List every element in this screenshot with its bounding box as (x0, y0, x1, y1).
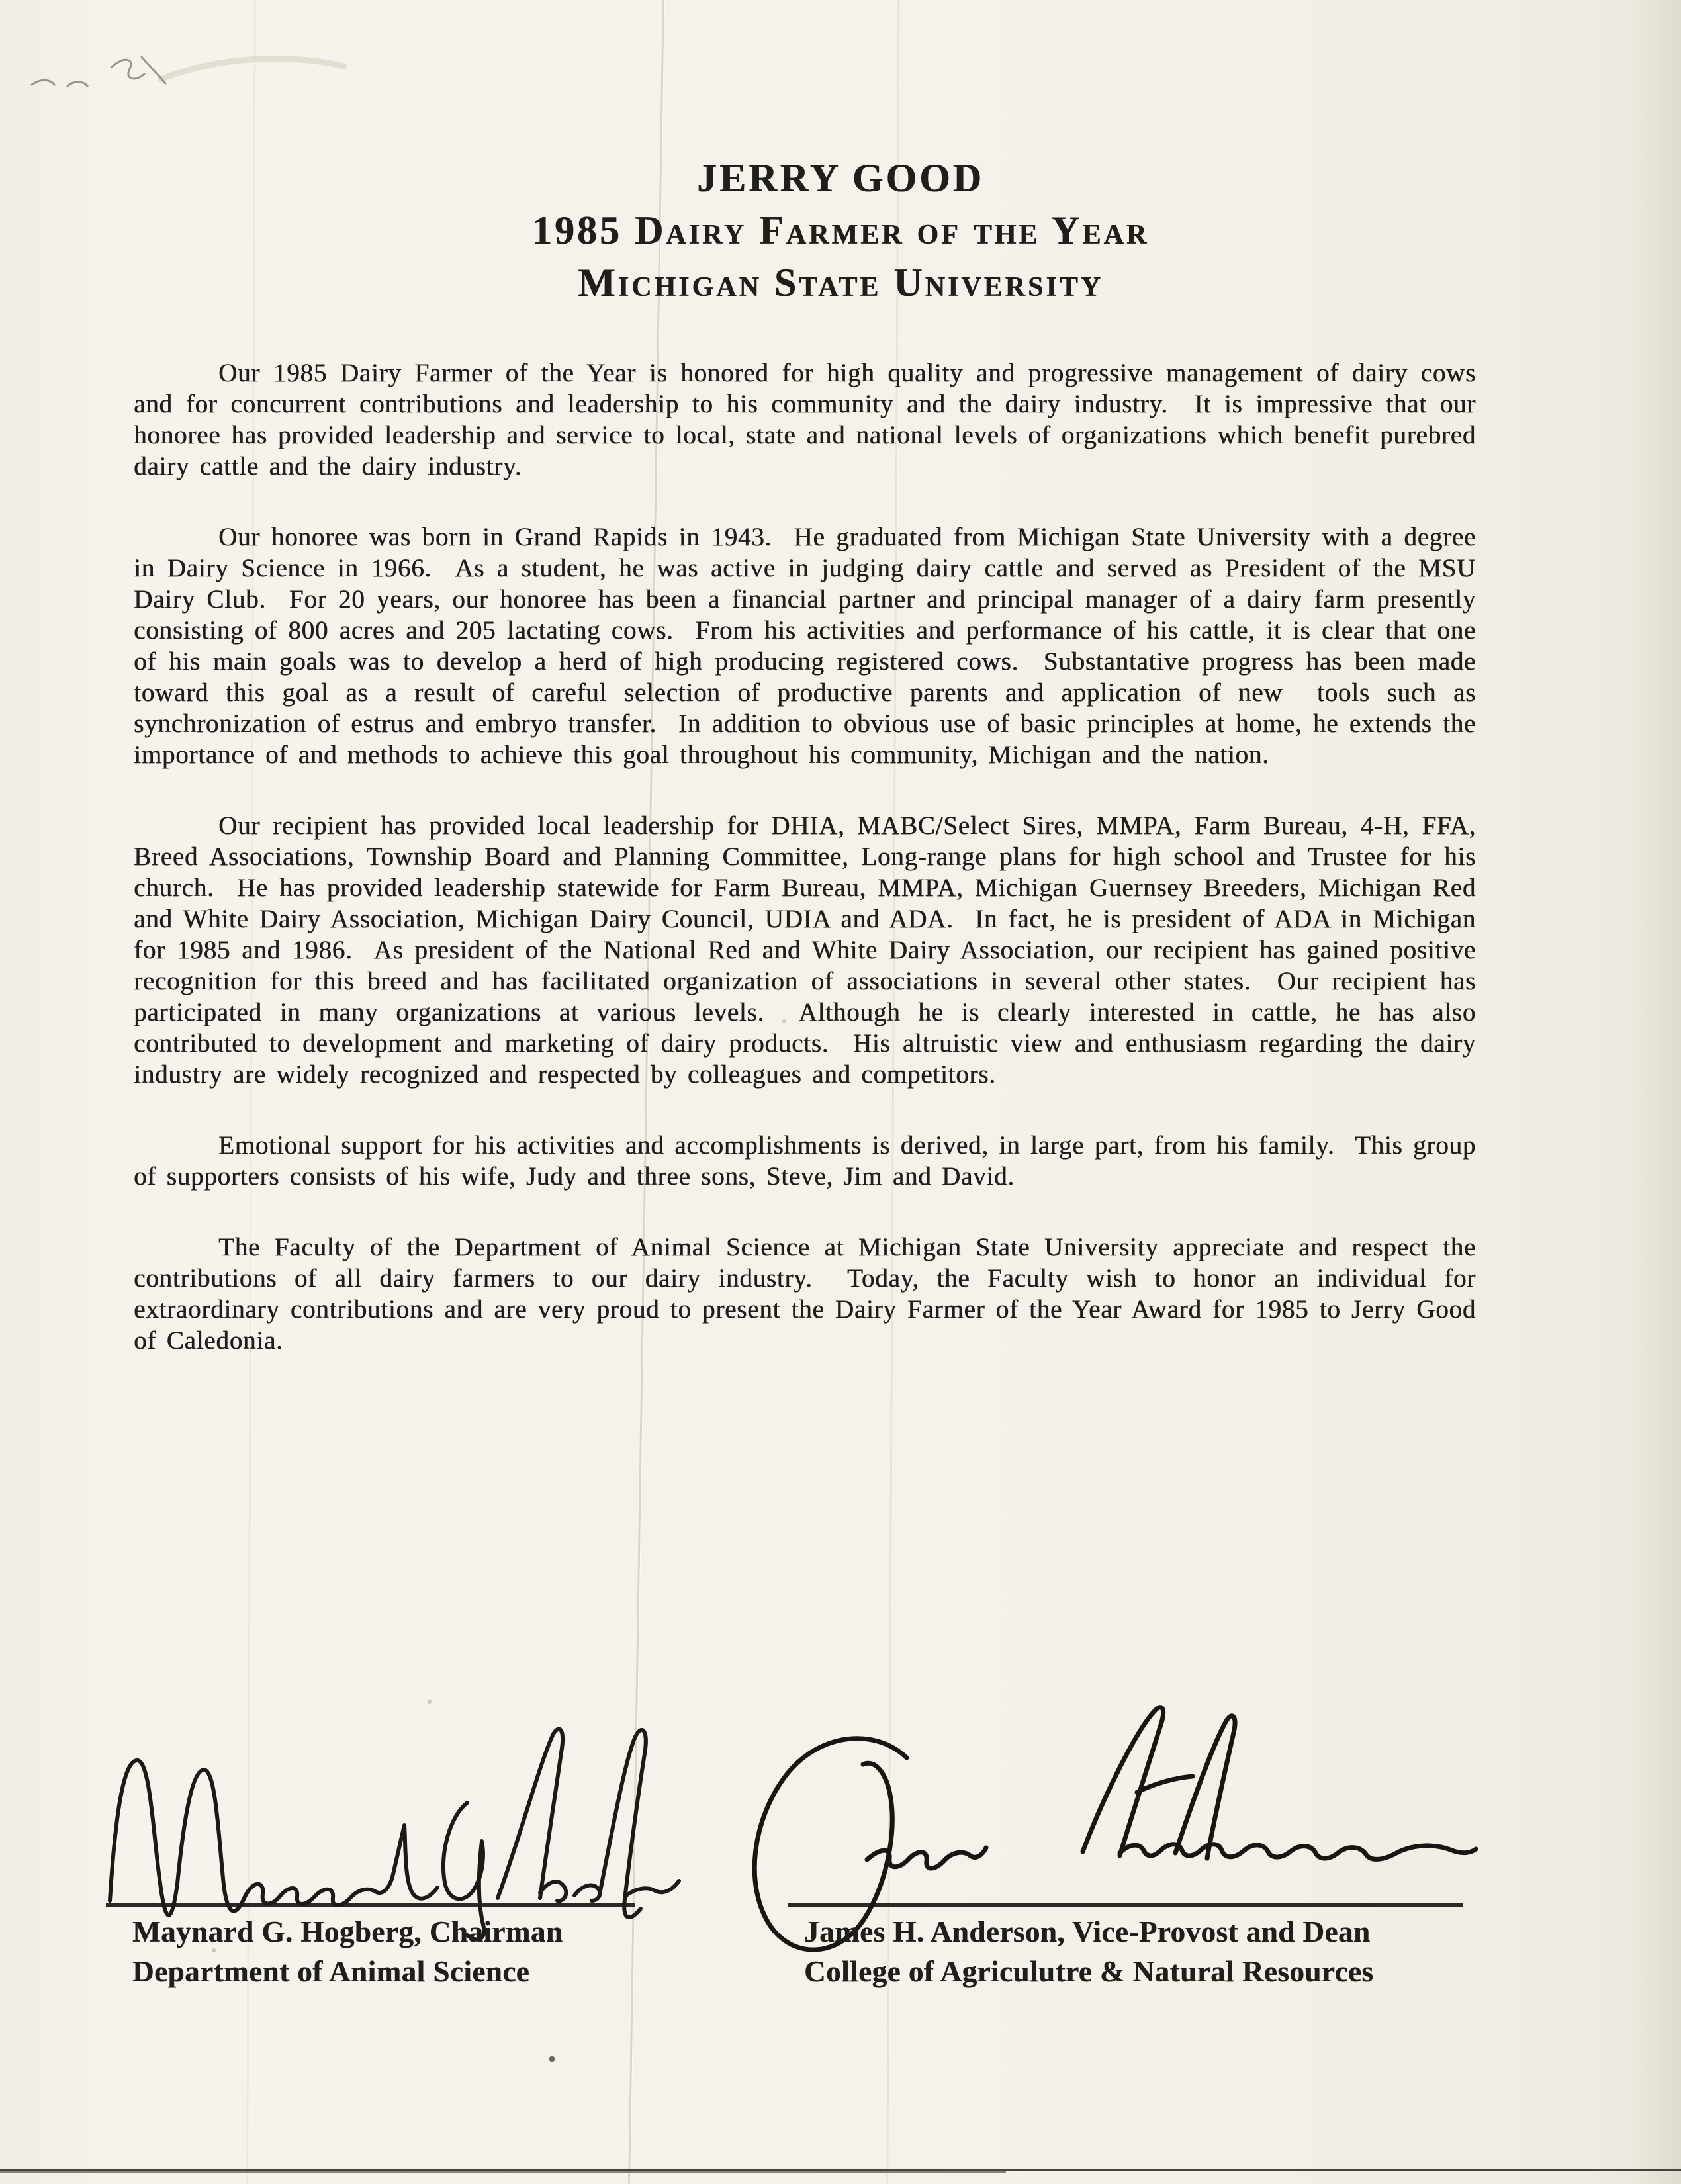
doc-title (0, 152, 1681, 309)
signer-name-title: Maynard G. Hogberg, Chairman (132, 1915, 563, 1948)
doc-title-university: Michigan State University (578, 261, 1103, 304)
hogberg-signature-handwriting (99, 1725, 695, 1936)
pencil-smudge (19, 34, 363, 107)
scan-edge-line (0, 2171, 1006, 2173)
paragraph-award: The Faculty of the Department of Animal Science at Michigan State University appreciate and respect the contributions of all dairy farmers to our dairy industry. Today, the Faculty wish to honor an individual for extraordinary contributions and are very proud to present the Dairy Farmer of the Year Award for 1985 to Jerry Good of Caledonia. (134, 1233, 1486, 1355)
dust-specks (0, 0, 1, 1)
paragraph-leadership: Our recipient has provided local leadership for DHIA, MABC/Select Sires, MMPA, Farm Bureau, 4-H, FFA, Breed Associations, Township Board and Planning Committee, Long-range plans for high school and Trustee for his church. He has provided leadership statewide for Farm Bureau, MMPA, Michigan Guernsey Breeders, Michigan Red and White Dairy Association, Michigan Dairy Council, UDIA and ADA. In fact, he is president of ADA in Michigan for 1985 and 1986. As president of the National Red and White Dairy Association, our recipient has gained positive recognition for this breed and has facilitated organization of associations in several other states. Our recipient has participated in many organizations at various levels. Although he is clearly interested in cattle, he has also contributed to development and marketing of dairy products. His altruistic view and enthusiasm regarding the dairy industry are widely recognized and respected by colleagues and competitors. (134, 811, 1486, 1089)
signature-block-left (106, 1721, 702, 2032)
paragraph-biography: Our honoree was born in Grand Rapids in 1943. He graduated from Michigan State University with a degree in Dairy Science in 1966. As a student, he was active in judging dairy cattle and served as President of the MSU Dairy Club. For 20 years, our honoree has been a financial partner and principal manager of a dairy farm presently consisting of 800 acres and 205 lactating cows. From his activities and performance of his cattle, it is clear that one of his main goals was to develop a herd of high producing registered cows. Substantative progress has been made toward this goal as a result of careful selection of productive parents and application of new tools such as synchronization of estrus and embryo transfer. In addition to obvious use of basic principles at home, he extends the importance of and methods to achieve this goal throughout his community, Michigan and the nation. (134, 523, 1486, 769)
letter-body (134, 357, 1486, 1396)
signer-org: College of Agriculutre & Natural Resources (804, 1955, 1374, 1988)
doc-title-award: 1985 Dairy Farmer of the Year (531, 208, 1150, 252)
paragraph-intro: Our 1985 Dairy Farmer of the Year is honored for high quality and progressive management of dairy cows and for concurrent contributions and leadership to his community and the dairy industry. It is impressive that our honoree has provided leadership and service to local, state and national levels of organizations which benefit purebred dairy cattle and the dairy industry. (134, 359, 1486, 480)
scan-edge-shading (1635, 0, 1681, 2184)
signature-block-right (748, 1694, 1496, 2032)
paragraph-family: Emotional support for his activities and accomplishments is derived, in large part, from his family. This group of supporters consists of his wife, Judy and three sons, Steve, Jim and David. (134, 1131, 1486, 1191)
signer-org: Department of Animal Science (132, 1955, 530, 1988)
doc-title-name: JERRY GOOD (696, 156, 984, 200)
signer-name-title: James H. Anderson, Vice-Provost and Dean (804, 1915, 1371, 1948)
